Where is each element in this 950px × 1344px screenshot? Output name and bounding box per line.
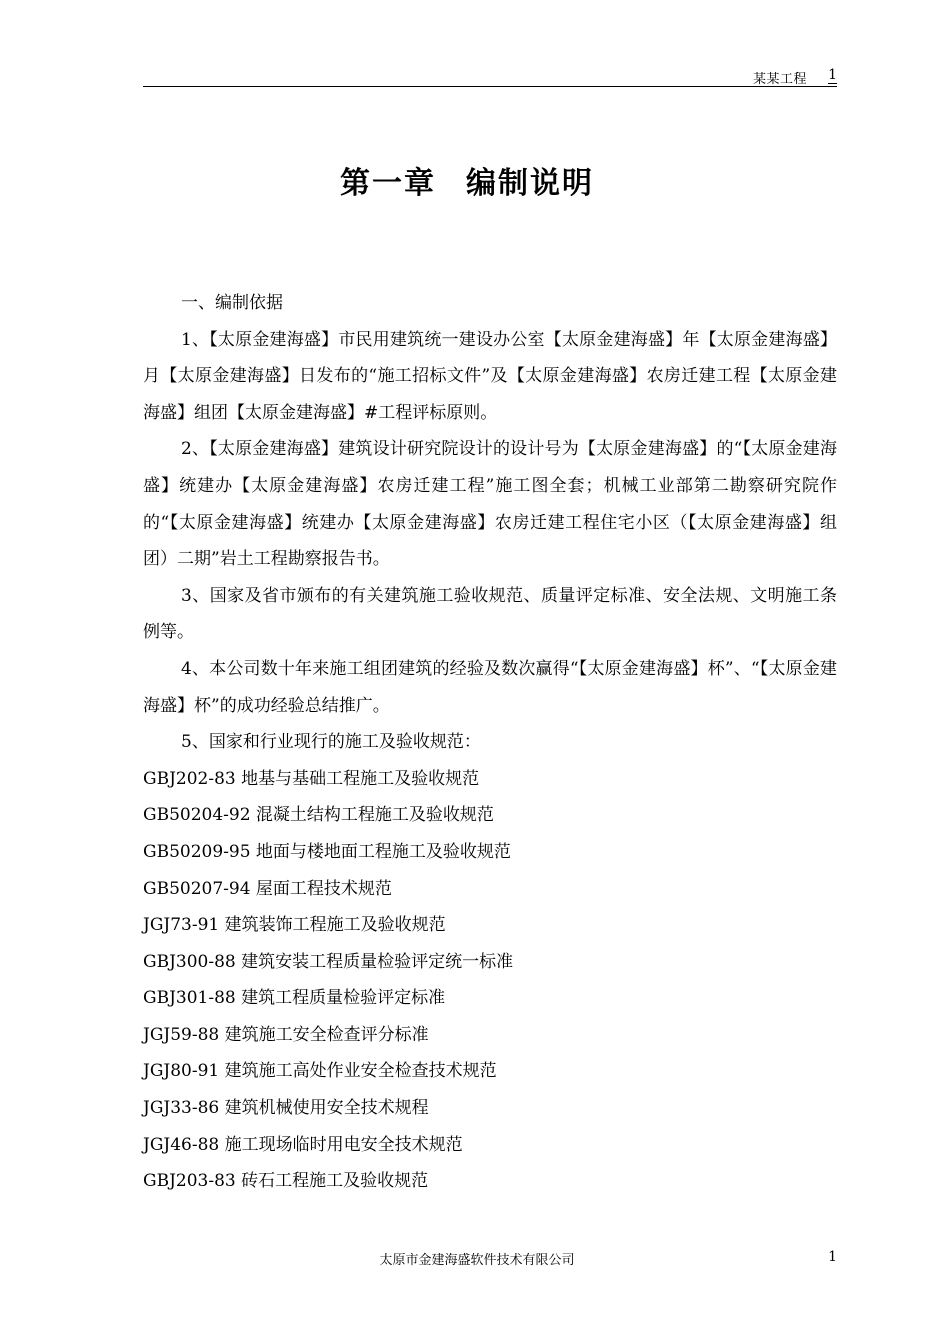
paragraph-2: 2、【太原金建海盛】建筑设计研究院设计的设计号为【太原金建海盛】的“【太原金建海盛】统建办【太原金建海盛】农房迁建工程”施工图全套；机械工业部第二勘察研究院作的“【太原金建海盛】统建办【太原金建海盛】农房迁建工程住宅小区（【太原金建海盛】组团）二期”岩土工程勘察报告书。 (143, 439, 837, 570)
paragraph-5: 5、国家和行业现行的施工及验收规范： (181, 732, 481, 753)
standard-item: JGJ80-91 建筑施工高处作业安全检查技术规范 (143, 1061, 497, 1082)
paragraph-4: 4、本公司数十年来施工组团建筑的经验及数次赢得“【太原金建海盛】杯”、“【太原金建海盛】杯”的成功经验总结推广。 (143, 658, 837, 716)
document-body (143, 285, 837, 1200)
standard-item: GB50209-95 地面与楼地面工程施工及验收规范 (143, 841, 511, 862)
standard-item: GBJ301-88 建筑工程质量检验评定标准 (143, 988, 446, 1009)
standard-item: JGJ33-86 建筑机械使用安全技术规程 (143, 1098, 429, 1119)
standard-item: GBJ202-83 地基与基础工程施工及验收规范 (143, 768, 480, 789)
standard-item: GBJ203-83 砖石工程施工及验收规范 (143, 1171, 429, 1192)
footer-page-number: 1 (828, 1249, 837, 1265)
header-title: 某某工程 (752, 72, 807, 87)
paragraph-3: 3、国家及省市颁布的有关建筑施工验收规范、质量评定标准、安全法规、文明施工条例等。 (143, 585, 837, 643)
paragraph-1: 1、【太原金建海盛】市民用建筑统一建设办公室【太原金建海盛】年【太原金建海盛】月【太原金建海盛】日发布的“施工招标文件”及【太原金建海盛】农房迁建工程【太原金建海盛】组团【太原金建海盛】#工程评标原则。 (143, 329, 837, 423)
chapter-title (143, 158, 791, 202)
standard-item: JGJ73-91 建筑装饰工程施工及验收规范 (143, 915, 446, 936)
footer-company: 太原市金建海盛软件技术有限公司 (379, 1253, 575, 1268)
chapter-number: 第一章 (340, 166, 436, 201)
standard-item: GBJ300-88 建筑安装工程质量检验评定统一标准 (143, 951, 514, 972)
standard-item: JGJ46-88 施工现场临时用电安全技术规范 (143, 1134, 463, 1155)
section-heading: 一、编制依据 (181, 293, 283, 313)
standard-item: JGJ59-88 建筑施工安全检查评分标准 (143, 1024, 429, 1045)
standard-item: GB50207-94 屋面工程技术规范 (143, 878, 392, 899)
standard-item: GB50204-92 混凝土结构工程施工及验收规范 (143, 805, 494, 826)
header-page-number: 1 (828, 67, 837, 83)
page-header (143, 66, 837, 87)
chapter-name: 编制说明 (466, 166, 594, 201)
